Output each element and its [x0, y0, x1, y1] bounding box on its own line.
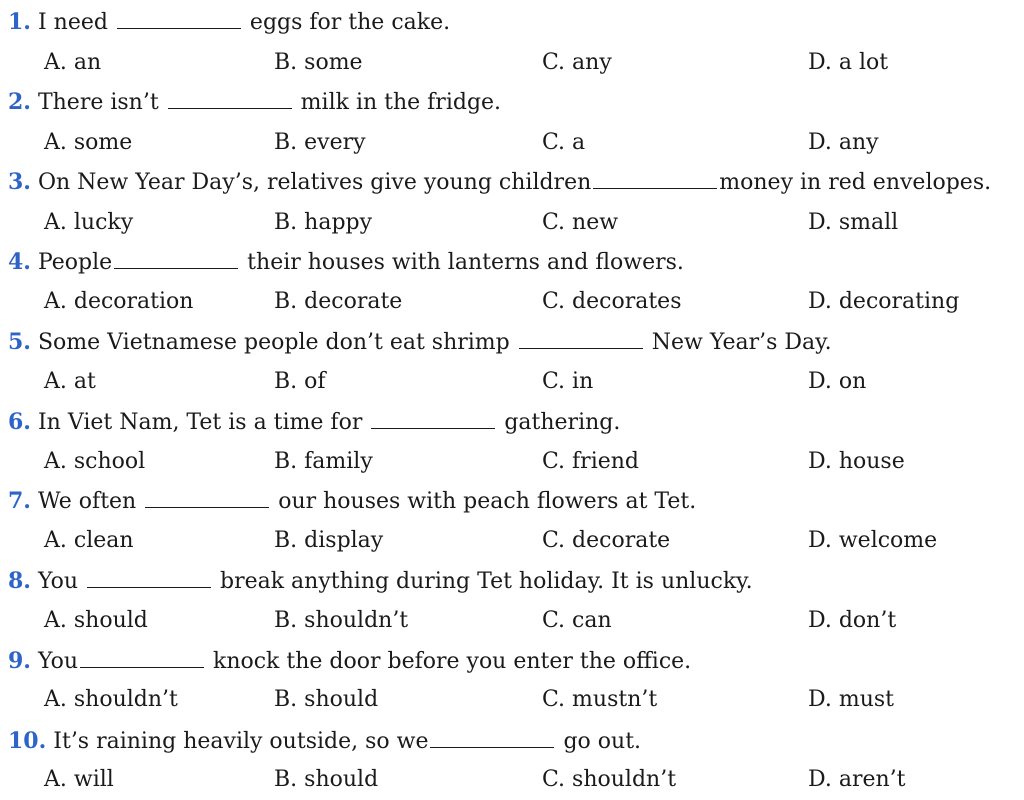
option-d: D. small — [808, 210, 899, 235]
option-c: C. shouldn’t — [542, 767, 677, 792]
option-b: B. shouldn’t — [274, 608, 409, 633]
option-a: A. lucky — [44, 210, 134, 235]
question-text-before: I need — [37, 10, 115, 35]
option-c: C. can — [542, 608, 612, 633]
question-number: 10. — [8, 728, 47, 754]
option-b: B. decorate — [274, 289, 403, 314]
option-d: D. house — [808, 449, 905, 474]
option-c: C. a — [542, 130, 586, 155]
question-text-after: gathering. — [497, 410, 621, 435]
question-text-after: New Year’s Day. — [644, 330, 832, 355]
question-text-after: money in red envelopes. — [719, 170, 992, 195]
question-number: 5. — [8, 329, 31, 355]
option-d: D. aren’t — [808, 767, 906, 792]
answer-blank — [114, 267, 238, 269]
question-text-before: You — [37, 569, 85, 594]
option-a: A. decoration — [44, 289, 194, 314]
question-10 — [8, 721, 641, 761]
answer-blank — [593, 187, 717, 189]
option-b: B. should — [274, 767, 379, 792]
answer-blank — [117, 27, 241, 29]
question-8 — [8, 561, 753, 601]
option-d: D. any — [808, 130, 879, 155]
option-b: B. of — [274, 369, 326, 394]
question-text-after: our houses with peach flowers at Tet. — [271, 489, 697, 514]
option-d: D. must — [808, 687, 895, 712]
option-d: D. decorating — [808, 289, 960, 314]
question-text-after: break anything during Tet holiday. It is unlucky. — [213, 569, 753, 594]
option-b: B. display — [274, 528, 384, 553]
option-d: D. don’t — [808, 608, 897, 633]
option-c: C. mustn’t — [542, 687, 658, 712]
question-text-before: You — [37, 649, 78, 674]
question-1 — [8, 2, 450, 42]
question-2 — [8, 82, 501, 122]
option-c: C. in — [542, 369, 594, 394]
options-9 — [0, 680, 1024, 720]
options-7 — [0, 521, 1024, 561]
options-8 — [0, 601, 1024, 641]
question-text-after: go out. — [556, 729, 642, 754]
option-b: B. happy — [274, 210, 373, 235]
options-2 — [0, 123, 1024, 163]
question-6 — [8, 402, 620, 442]
option-c: C. decorate — [542, 528, 671, 553]
question-number: 9. — [8, 648, 31, 674]
question-number: 6. — [8, 409, 31, 435]
question-text-before: On New Year Day’s, relatives give young children — [37, 170, 592, 195]
option-a: A. an — [44, 50, 102, 75]
answer-blank — [80, 666, 204, 668]
option-d: D. a lot — [808, 50, 889, 75]
question-text-after: eggs for the cake. — [242, 10, 451, 35]
options-10 — [0, 760, 1024, 800]
option-a: A. will — [44, 767, 114, 792]
question-text-before: It’s raining heavily outside, so we — [53, 729, 429, 754]
answer-blank — [430, 746, 554, 748]
options-1 — [0, 43, 1024, 83]
option-a: A. clean — [44, 528, 134, 553]
option-a: A. school — [44, 449, 146, 474]
answer-blank — [87, 586, 211, 588]
answer-blank — [519, 347, 643, 349]
question-text-before: Some Vietnamese people don’t eat shrimp — [37, 330, 517, 355]
question-7 — [8, 481, 696, 521]
option-c: C. friend — [542, 449, 640, 474]
option-b: B. every — [274, 130, 366, 155]
option-a: A. some — [44, 130, 133, 155]
question-number: 3. — [8, 169, 31, 195]
option-a: A. should — [44, 608, 148, 633]
question-text-after: their houses with lanterns and flowers. — [240, 250, 684, 275]
question-number: 8. — [8, 568, 31, 594]
question-text-before: In Viet Nam, Tet is a time for — [37, 410, 370, 435]
option-b: B. family — [274, 449, 373, 474]
question-9 — [8, 641, 691, 681]
question-3 — [8, 162, 991, 202]
option-b: B. should — [274, 687, 379, 712]
option-b: B. some — [274, 50, 363, 75]
option-d: D. welcome — [808, 528, 938, 553]
answer-blank — [371, 427, 495, 429]
question-number: 7. — [8, 488, 31, 514]
option-c: C. decorates — [542, 289, 682, 314]
question-number: 2. — [8, 89, 31, 115]
options-3 — [0, 203, 1024, 243]
question-text-before: We often — [37, 489, 144, 514]
answer-blank — [168, 107, 292, 109]
question-number: 1. — [8, 9, 31, 35]
option-d: D. on — [808, 369, 867, 394]
option-a: A. shouldn’t — [44, 687, 178, 712]
options-6 — [0, 442, 1024, 482]
option-c: C. new — [542, 210, 619, 235]
question-text-after: knock the door before you enter the office. — [206, 649, 692, 674]
question-text-after: milk in the fridge. — [293, 90, 502, 115]
options-5 — [0, 362, 1024, 402]
question-text-before: People — [37, 250, 113, 275]
question-4 — [8, 242, 684, 282]
option-c: C. any — [542, 50, 612, 75]
question-text-before: There isn’t — [37, 90, 166, 115]
option-a: A. at — [44, 369, 96, 394]
options-4 — [0, 282, 1024, 322]
answer-blank — [145, 506, 269, 508]
question-5 — [8, 322, 832, 362]
question-number: 4. — [8, 249, 31, 275]
